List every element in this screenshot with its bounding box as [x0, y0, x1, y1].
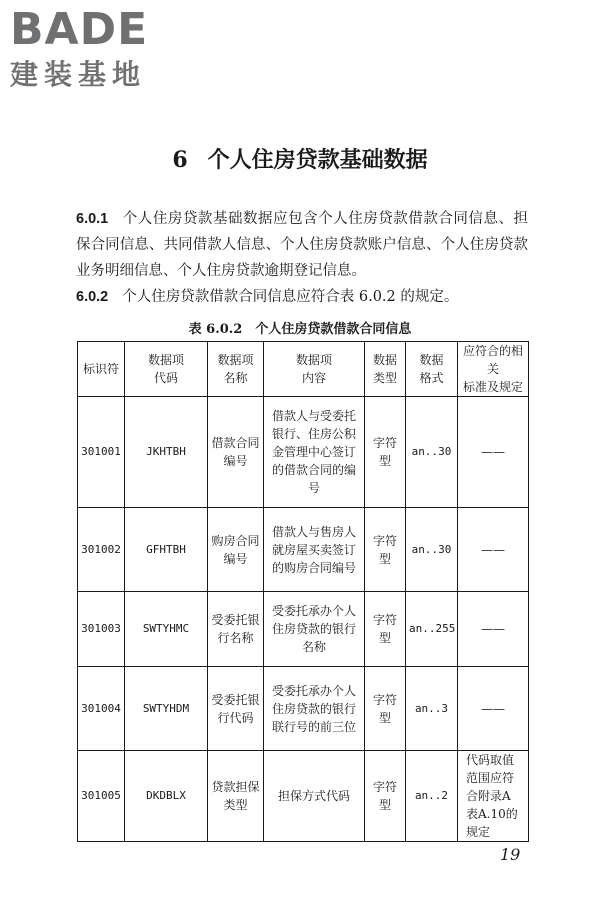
- clause-text: 个人住房贷款借款合同信息应符合表 6.0.2 的规定。: [122, 289, 459, 305]
- header-item-content: 数据项 内容: [264, 342, 365, 397]
- chapter-number: 6: [172, 147, 188, 173]
- cell-code: JKHTBH: [125, 397, 208, 508]
- cell-name: 受委托银行名称: [208, 592, 264, 667]
- clause-6-0-1: [76, 206, 528, 284]
- cell-identifier: 301003: [78, 592, 125, 667]
- cell-name: 借款合同编号: [208, 397, 264, 508]
- table-caption: 表 6.0.2 个人住房贷款借款合同信息: [188, 322, 412, 337]
- cell-format: an..3: [406, 667, 458, 751]
- cell-type: 字符型: [365, 508, 406, 592]
- page-number: 19: [500, 845, 521, 864]
- cell-format: an..30: [406, 397, 458, 508]
- chapter-title-text: 个人住房贷款基础数据: [207, 147, 428, 173]
- clause-6-0-2: [76, 284, 528, 310]
- cell-name: 贷款担保类型: [208, 751, 264, 842]
- table-row: [78, 397, 529, 508]
- header-item-code: 数据项 代码: [125, 342, 208, 397]
- cell-content: 借款人与受委托银行、住房公积金管理中心签订的借款合同的编号: [264, 397, 365, 508]
- logo-wordmark: BADE: [10, 4, 149, 55]
- cell-identifier: 301004: [78, 667, 125, 751]
- cell-standard: ——: [458, 508, 529, 592]
- header-item-name: 数据项 名称: [208, 342, 264, 397]
- cell-code: DKDBLX: [125, 751, 208, 842]
- cell-standard: ——: [458, 397, 529, 508]
- cell-type: 字符型: [365, 592, 406, 667]
- chapter-title: [0, 143, 600, 174]
- cell-name: 购房合同编号: [208, 508, 264, 592]
- contract-info-table: [77, 341, 529, 842]
- logo-subtitle: 建装基地: [10, 58, 147, 91]
- cell-identifier: 301005: [78, 751, 125, 842]
- table-row: [78, 667, 529, 751]
- cell-content: 借款人与售房人就房屋买卖签订的购房合同编号: [264, 508, 365, 592]
- cell-standard: 代码取值范围应符合附录A表A.10的规定: [458, 751, 529, 842]
- cell-identifier: 301001: [78, 397, 125, 508]
- cell-code: GFHTBH: [125, 508, 208, 592]
- cell-identifier: 301002: [78, 508, 125, 592]
- cell-code: SWTYHMC: [125, 592, 208, 667]
- header-data-format: 数据 格式: [406, 342, 458, 397]
- cell-format: an..2: [406, 751, 458, 842]
- table-row: [78, 592, 529, 667]
- table-row: [78, 508, 529, 592]
- header-standard: 应符合的相关 标准及规定: [458, 342, 529, 397]
- clause-number: 6.0.1: [76, 211, 109, 227]
- table-header-row: [78, 342, 529, 397]
- header-data-type: 数据 类型: [365, 342, 406, 397]
- cell-standard: ——: [458, 592, 529, 667]
- cell-format: an..255: [406, 592, 458, 667]
- cell-code: SWTYHDM: [125, 667, 208, 751]
- cell-type: 字符型: [365, 751, 406, 842]
- publisher-logo: [10, 6, 180, 92]
- cell-content: 受委托承办个人住房贷款的银行联行号的前三位: [264, 667, 365, 751]
- cell-type: 字符型: [365, 397, 406, 508]
- clause-number: 6.0.2: [76, 289, 109, 305]
- header-identifier: 标识符: [78, 342, 125, 397]
- cell-content: 担保方式代码: [264, 751, 365, 842]
- cell-content: 受委托承办个人住房贷款的银行名称: [264, 592, 365, 667]
- cell-name: 受委托银行代码: [208, 667, 264, 751]
- cell-standard: ——: [458, 667, 529, 751]
- cell-type: 字符型: [365, 667, 406, 751]
- table-row: [78, 751, 529, 842]
- clause-text: 个人住房贷款基础数据应包含个人住房贷款借款合同信息、担保合同信息、共同借款人信息、个人住房贷款账户信息、个人住房贷款业务明细信息、个人住房贷款逾期登记信息。: [76, 211, 528, 279]
- cell-format: an..30: [406, 508, 458, 592]
